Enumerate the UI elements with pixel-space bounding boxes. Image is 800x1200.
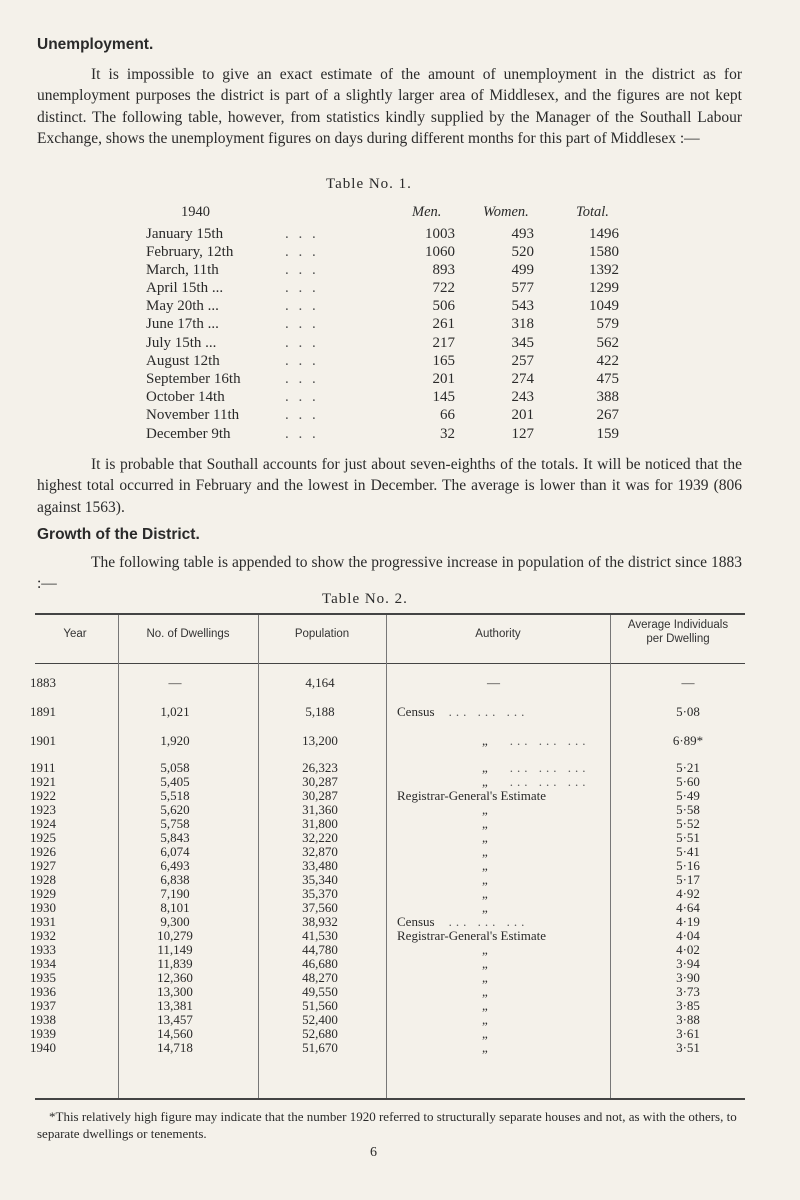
table2-population: 26,323 bbox=[302, 760, 338, 775]
table2-dwellings: 5,058 bbox=[160, 760, 190, 775]
table1-col-total: Total. bbox=[576, 204, 609, 220]
table2-year: 1926 bbox=[30, 844, 56, 859]
table2-authority bbox=[482, 733, 692, 749]
table2-authority-text: „ bbox=[482, 956, 488, 971]
table2-dwellings: 13,300 bbox=[157, 984, 193, 999]
table1-row bbox=[0, 316, 800, 337]
table2-year: 1930 bbox=[30, 900, 56, 915]
table1-total: 1496 bbox=[589, 226, 619, 242]
table1-women: 493 bbox=[511, 226, 534, 242]
table2-year: 1928 bbox=[30, 872, 56, 887]
table2-bottom-rule bbox=[35, 1098, 745, 1100]
table2-dwellings: 5,518 bbox=[160, 788, 190, 803]
table2-authority-text: „ bbox=[482, 830, 488, 845]
table2-authority-text: Registrar-General's Estimate bbox=[397, 928, 546, 943]
table2-average: 3·88 bbox=[676, 1012, 700, 1027]
table2-population: 51,560 bbox=[302, 998, 338, 1013]
table1-men: 506 bbox=[432, 298, 455, 314]
table2-row bbox=[0, 1040, 800, 1056]
table2-population: 35,370 bbox=[302, 886, 338, 901]
table1-men: 217 bbox=[432, 335, 455, 351]
table2-authority-text: Registrar-General's Estimate bbox=[397, 788, 546, 803]
table2-population: 13,200 bbox=[302, 733, 338, 748]
table2-dwellings: 7,190 bbox=[160, 886, 190, 901]
table2-authority-text: „ bbox=[482, 886, 488, 901]
table1-women: 127 bbox=[511, 426, 534, 442]
table2-row bbox=[0, 704, 800, 720]
table2-header-dwellings: No. of Dwellings bbox=[146, 628, 230, 640]
table1-month: June 17th ... bbox=[146, 316, 219, 332]
table2-authority-text: „ bbox=[482, 858, 488, 873]
table2-leader-dots: ... ... ... bbox=[509, 774, 590, 789]
table2-authority-text: „ bbox=[482, 900, 488, 915]
table2-footnote: *This relatively high figure may indicate that the number 1920 referred to structurally separate houses and not, as with the others, to separate dwellings or tenements. bbox=[37, 1109, 737, 1141]
table2-population: 48,270 bbox=[302, 970, 338, 985]
table2-year: 1938 bbox=[30, 1012, 56, 1027]
table2-authority-text: „ bbox=[482, 802, 488, 817]
table2-average: 3·90 bbox=[676, 970, 700, 985]
table1-women: 274 bbox=[511, 371, 534, 387]
table2-year: 1922 bbox=[30, 788, 56, 803]
table2-year: 1901 bbox=[30, 733, 56, 748]
table1-leader-dots: . . . bbox=[285, 244, 319, 260]
table2-header-population: Population bbox=[294, 628, 350, 640]
table2-year: 1921 bbox=[30, 774, 56, 789]
table2-population: 46,680 bbox=[302, 956, 338, 971]
table2-caption: Table No. 2. bbox=[322, 591, 408, 607]
table2-population: 31,800 bbox=[302, 816, 338, 831]
table2-leader-dots: ... ... ... bbox=[509, 760, 590, 775]
table2-population: 32,220 bbox=[302, 830, 338, 845]
table2-dwellings: 5,405 bbox=[160, 774, 190, 789]
table1-leader-dots: . . . bbox=[285, 262, 319, 278]
table1-women: 257 bbox=[511, 353, 534, 369]
table2-dwellings: 1,920 bbox=[160, 733, 190, 748]
table1-leader-dots: . . . bbox=[285, 389, 319, 405]
table1-total: 475 bbox=[596, 371, 619, 387]
table2-dwellings: 5,843 bbox=[160, 830, 190, 845]
table2-dwellings: 8,101 bbox=[160, 900, 190, 915]
table1-leader-dots: . . . bbox=[285, 280, 319, 296]
growth-paragraph: The following table is appended to show the progressive increase in population of the district since 1883 :— bbox=[37, 554, 742, 593]
table2-authority-text: „ bbox=[482, 774, 488, 789]
table2-average: — bbox=[681, 675, 695, 690]
table2-header-year: Year bbox=[63, 628, 87, 640]
table1-total: 562 bbox=[596, 335, 619, 351]
table2-authority-text: „ bbox=[482, 1026, 488, 1041]
table1-men: 32 bbox=[440, 426, 455, 442]
table1-month: November 11th bbox=[146, 407, 240, 423]
table2-average: 5·49 bbox=[676, 788, 700, 803]
table2-year: 1932 bbox=[30, 928, 56, 943]
table1-month: March, 11th bbox=[146, 262, 219, 278]
heading-growth: Growth of the District. bbox=[37, 526, 200, 543]
table1-leader-dots: . . . bbox=[285, 298, 319, 314]
table2-dwellings: 6,838 bbox=[160, 872, 190, 887]
table2-row bbox=[0, 675, 800, 691]
table1-month: January 15th bbox=[146, 226, 224, 242]
table2-population: 5,188 bbox=[305, 704, 335, 719]
table1-leader-dots: . . . bbox=[285, 371, 319, 387]
table2-authority-text: „ bbox=[482, 970, 488, 985]
table2-authority-text: „ bbox=[482, 816, 488, 831]
table2-population: 37,560 bbox=[302, 900, 338, 915]
table1-leader-dots: . . . bbox=[285, 353, 319, 369]
table1-men: 1003 bbox=[425, 226, 455, 242]
table1-caption: Table No. 1. bbox=[326, 176, 412, 192]
heading-unemployment: Unemployment. bbox=[37, 36, 154, 53]
table2-average: 5·16 bbox=[676, 858, 700, 873]
table2-population: 49,550 bbox=[302, 984, 338, 999]
table1-col-women: Women. bbox=[483, 204, 529, 220]
table1-month: July 15th ... bbox=[146, 335, 217, 351]
table2-dwellings: 13,457 bbox=[157, 1012, 193, 1027]
table2-authority-text: Census bbox=[397, 704, 435, 719]
table1-year: 1940 bbox=[181, 204, 210, 220]
table2-year: 1891 bbox=[30, 704, 56, 719]
table2-population: 35,340 bbox=[302, 872, 338, 887]
table2-average: 3·73 bbox=[676, 984, 700, 999]
table1-women: 201 bbox=[511, 407, 534, 423]
table1-month: October 14th bbox=[146, 389, 225, 405]
table2-average: 4·64 bbox=[676, 900, 700, 915]
table2-authority bbox=[482, 1040, 692, 1056]
table2-average: 5·58 bbox=[676, 802, 700, 817]
table2-population: 4,164 bbox=[305, 675, 335, 690]
table2-leader-dots: ... ... ... bbox=[448, 704, 529, 719]
table2-dwellings: 11,149 bbox=[157, 942, 193, 957]
table2-year: 1939 bbox=[30, 1026, 56, 1041]
table2-average: 5·51 bbox=[676, 830, 700, 845]
table2-average: 3·85 bbox=[676, 998, 700, 1013]
table1-leader-dots: . . . bbox=[285, 407, 319, 423]
table2-population: 30,287 bbox=[302, 788, 338, 803]
table1-men: 165 bbox=[432, 353, 455, 369]
table2-dwellings: 10,279 bbox=[157, 928, 193, 943]
table2-row bbox=[0, 733, 800, 749]
table2-authority bbox=[397, 704, 607, 720]
table1-month: August 12th bbox=[146, 353, 220, 369]
table1-men: 261 bbox=[432, 316, 455, 332]
table2-average: 3·94 bbox=[676, 956, 700, 971]
table1-total: 422 bbox=[596, 353, 619, 369]
table2-average: 5·41 bbox=[676, 844, 700, 859]
table1-women: 318 bbox=[511, 316, 534, 332]
table2-dwellings: 11,839 bbox=[157, 956, 193, 971]
table2-dwellings: 14,718 bbox=[157, 1040, 193, 1055]
table2-year: 1911 bbox=[30, 760, 56, 775]
table1-women: 520 bbox=[511, 244, 534, 260]
table1-women: 243 bbox=[511, 389, 534, 405]
table1-total: 159 bbox=[596, 426, 619, 442]
table2-authority-text: „ bbox=[482, 760, 488, 775]
table1-total: 1580 bbox=[589, 244, 619, 260]
table2-year: 1923 bbox=[30, 802, 56, 817]
table2-population: 41,530 bbox=[302, 928, 338, 943]
table2-authority-text: Census bbox=[397, 914, 435, 929]
unemployment-paragraph: It is impossible to give an exact estimate of the amount of unemployment in the district as for unemployment purposes the district is part of a slightly larger area of Middlesex, and the figures are not kept distinct. The following table, however, from statistics kindly supplied by the Manager of the Southall Labour Exchange, shows the unemployment figures on days during different months for this part of Middlesex :— bbox=[37, 66, 742, 147]
table2-year: 1936 bbox=[30, 984, 56, 999]
table1-men: 893 bbox=[432, 262, 455, 278]
table2-population: 44,780 bbox=[302, 942, 338, 957]
table2-population: 38,932 bbox=[302, 914, 338, 929]
table2-population: 33,480 bbox=[302, 858, 338, 873]
table2-average: 5·52 bbox=[676, 816, 700, 831]
table2-year: 1927 bbox=[30, 858, 56, 873]
table2-average: 5·08 bbox=[676, 704, 700, 719]
table2-year: 1929 bbox=[30, 886, 56, 901]
table1-women: 577 bbox=[511, 280, 534, 296]
table2-dwellings: 5,620 bbox=[160, 802, 190, 817]
table2-authority-text: — bbox=[487, 675, 500, 690]
table2-dwellings: — bbox=[168, 675, 182, 690]
table2-authority-text: „ bbox=[482, 733, 488, 748]
table2-year: 1935 bbox=[30, 970, 56, 985]
table1-row bbox=[0, 407, 800, 428]
table2-year: 1934 bbox=[30, 956, 56, 971]
table2-population: 52,680 bbox=[302, 1026, 338, 1041]
table2-average: 6·89* bbox=[672, 733, 704, 748]
table2-population: 31,360 bbox=[302, 802, 338, 817]
table1-leader-dots: . . . bbox=[285, 335, 319, 351]
table1-women: 543 bbox=[511, 298, 534, 314]
table1-month: April 15th ... bbox=[146, 280, 224, 296]
table1-total: 388 bbox=[596, 389, 619, 405]
table2-population: 32,870 bbox=[302, 844, 338, 859]
table1-month: February, 12th bbox=[146, 244, 234, 260]
table1-women: 345 bbox=[511, 335, 534, 351]
table2-average: 5·17 bbox=[676, 872, 700, 887]
table2-header-authority: Authority bbox=[475, 628, 521, 640]
table2-average: 5·21 bbox=[676, 760, 700, 775]
table1-women: 499 bbox=[511, 262, 534, 278]
table2-dwellings: 14,560 bbox=[157, 1026, 193, 1041]
table2-authority-text: „ bbox=[482, 872, 488, 887]
table1-total: 579 bbox=[596, 316, 619, 332]
table2-dwellings: 9,300 bbox=[160, 914, 190, 929]
table2-population: 52,400 bbox=[302, 1012, 338, 1027]
table2-dwellings: 6,493 bbox=[160, 858, 190, 873]
table1-month: December 9th bbox=[146, 426, 231, 442]
table1-men: 722 bbox=[432, 280, 455, 296]
table2-header-average: Average Individuals per Dwelling bbox=[627, 619, 729, 645]
table1-month: September 16th bbox=[146, 371, 241, 387]
table1-men: 1060 bbox=[425, 244, 455, 260]
table1-total: 1299 bbox=[589, 280, 619, 296]
table2-year: 1883 bbox=[30, 675, 56, 690]
table1-col-men: Men. bbox=[412, 204, 442, 220]
table1-men: 201 bbox=[432, 371, 455, 387]
table2-average: 4·04 bbox=[676, 928, 700, 943]
table2-dwellings: 6,074 bbox=[160, 844, 190, 859]
table2-dwellings: 12,360 bbox=[157, 970, 193, 985]
table1-total: 1392 bbox=[589, 262, 619, 278]
table2-authority-text: „ bbox=[482, 1040, 488, 1055]
table2-average: 4·92 bbox=[676, 886, 700, 901]
table1-leader-dots: . . . bbox=[285, 316, 319, 332]
table2-average: 3·61 bbox=[676, 1026, 700, 1041]
table2-population: 30,287 bbox=[302, 774, 338, 789]
table2-year: 1937 bbox=[30, 998, 56, 1013]
table1-month: May 20th ... bbox=[146, 298, 219, 314]
table2-year: 1924 bbox=[30, 816, 56, 831]
table2-average: 4·02 bbox=[676, 942, 700, 957]
table2-leader-dots: ... ... ... bbox=[448, 914, 529, 929]
table2-authority-text: „ bbox=[482, 984, 488, 999]
table2-dwellings: 13,381 bbox=[157, 998, 193, 1013]
table2-authority-text: „ bbox=[482, 998, 488, 1013]
table1-leader-dots: . . . bbox=[285, 426, 319, 442]
table1-total: 1049 bbox=[589, 298, 619, 314]
table1-men: 66 bbox=[440, 407, 455, 423]
table1-row bbox=[0, 426, 800, 447]
table2-top-rule bbox=[35, 613, 745, 615]
table2-dwellings: 5,758 bbox=[160, 816, 190, 831]
table2-authority-text: „ bbox=[482, 942, 488, 957]
table2-year: 1933 bbox=[30, 942, 56, 957]
table2-year: 1925 bbox=[30, 830, 56, 845]
table2-population: 51,670 bbox=[302, 1040, 338, 1055]
table2-header-rule bbox=[35, 663, 745, 664]
table2-average: 3·51 bbox=[676, 1040, 700, 1055]
probable-paragraph: It is probable that Southall accounts for just about seven-eighths of the totals. It will be noticed that the highest total occurred in February and the lowest in December. The average is lower than it was for 1939 (806 against 1563). bbox=[37, 456, 742, 516]
table2-leader-dots: ... ... ... bbox=[509, 733, 590, 748]
table2-dwellings: 1,021 bbox=[160, 704, 190, 719]
table2-year: 1931 bbox=[30, 914, 56, 929]
table1-total: 267 bbox=[596, 407, 619, 423]
table2-average: 4·19 bbox=[676, 914, 700, 929]
table2-authority-text: „ bbox=[482, 844, 488, 859]
table2-authority-text: „ bbox=[482, 1012, 488, 1027]
table1-men: 145 bbox=[432, 389, 455, 405]
table1-leader-dots: . . . bbox=[285, 226, 319, 242]
table2-average: 5·60 bbox=[676, 774, 700, 789]
table2-year: 1940 bbox=[30, 1040, 56, 1055]
page-number: 6 bbox=[370, 1145, 377, 1160]
